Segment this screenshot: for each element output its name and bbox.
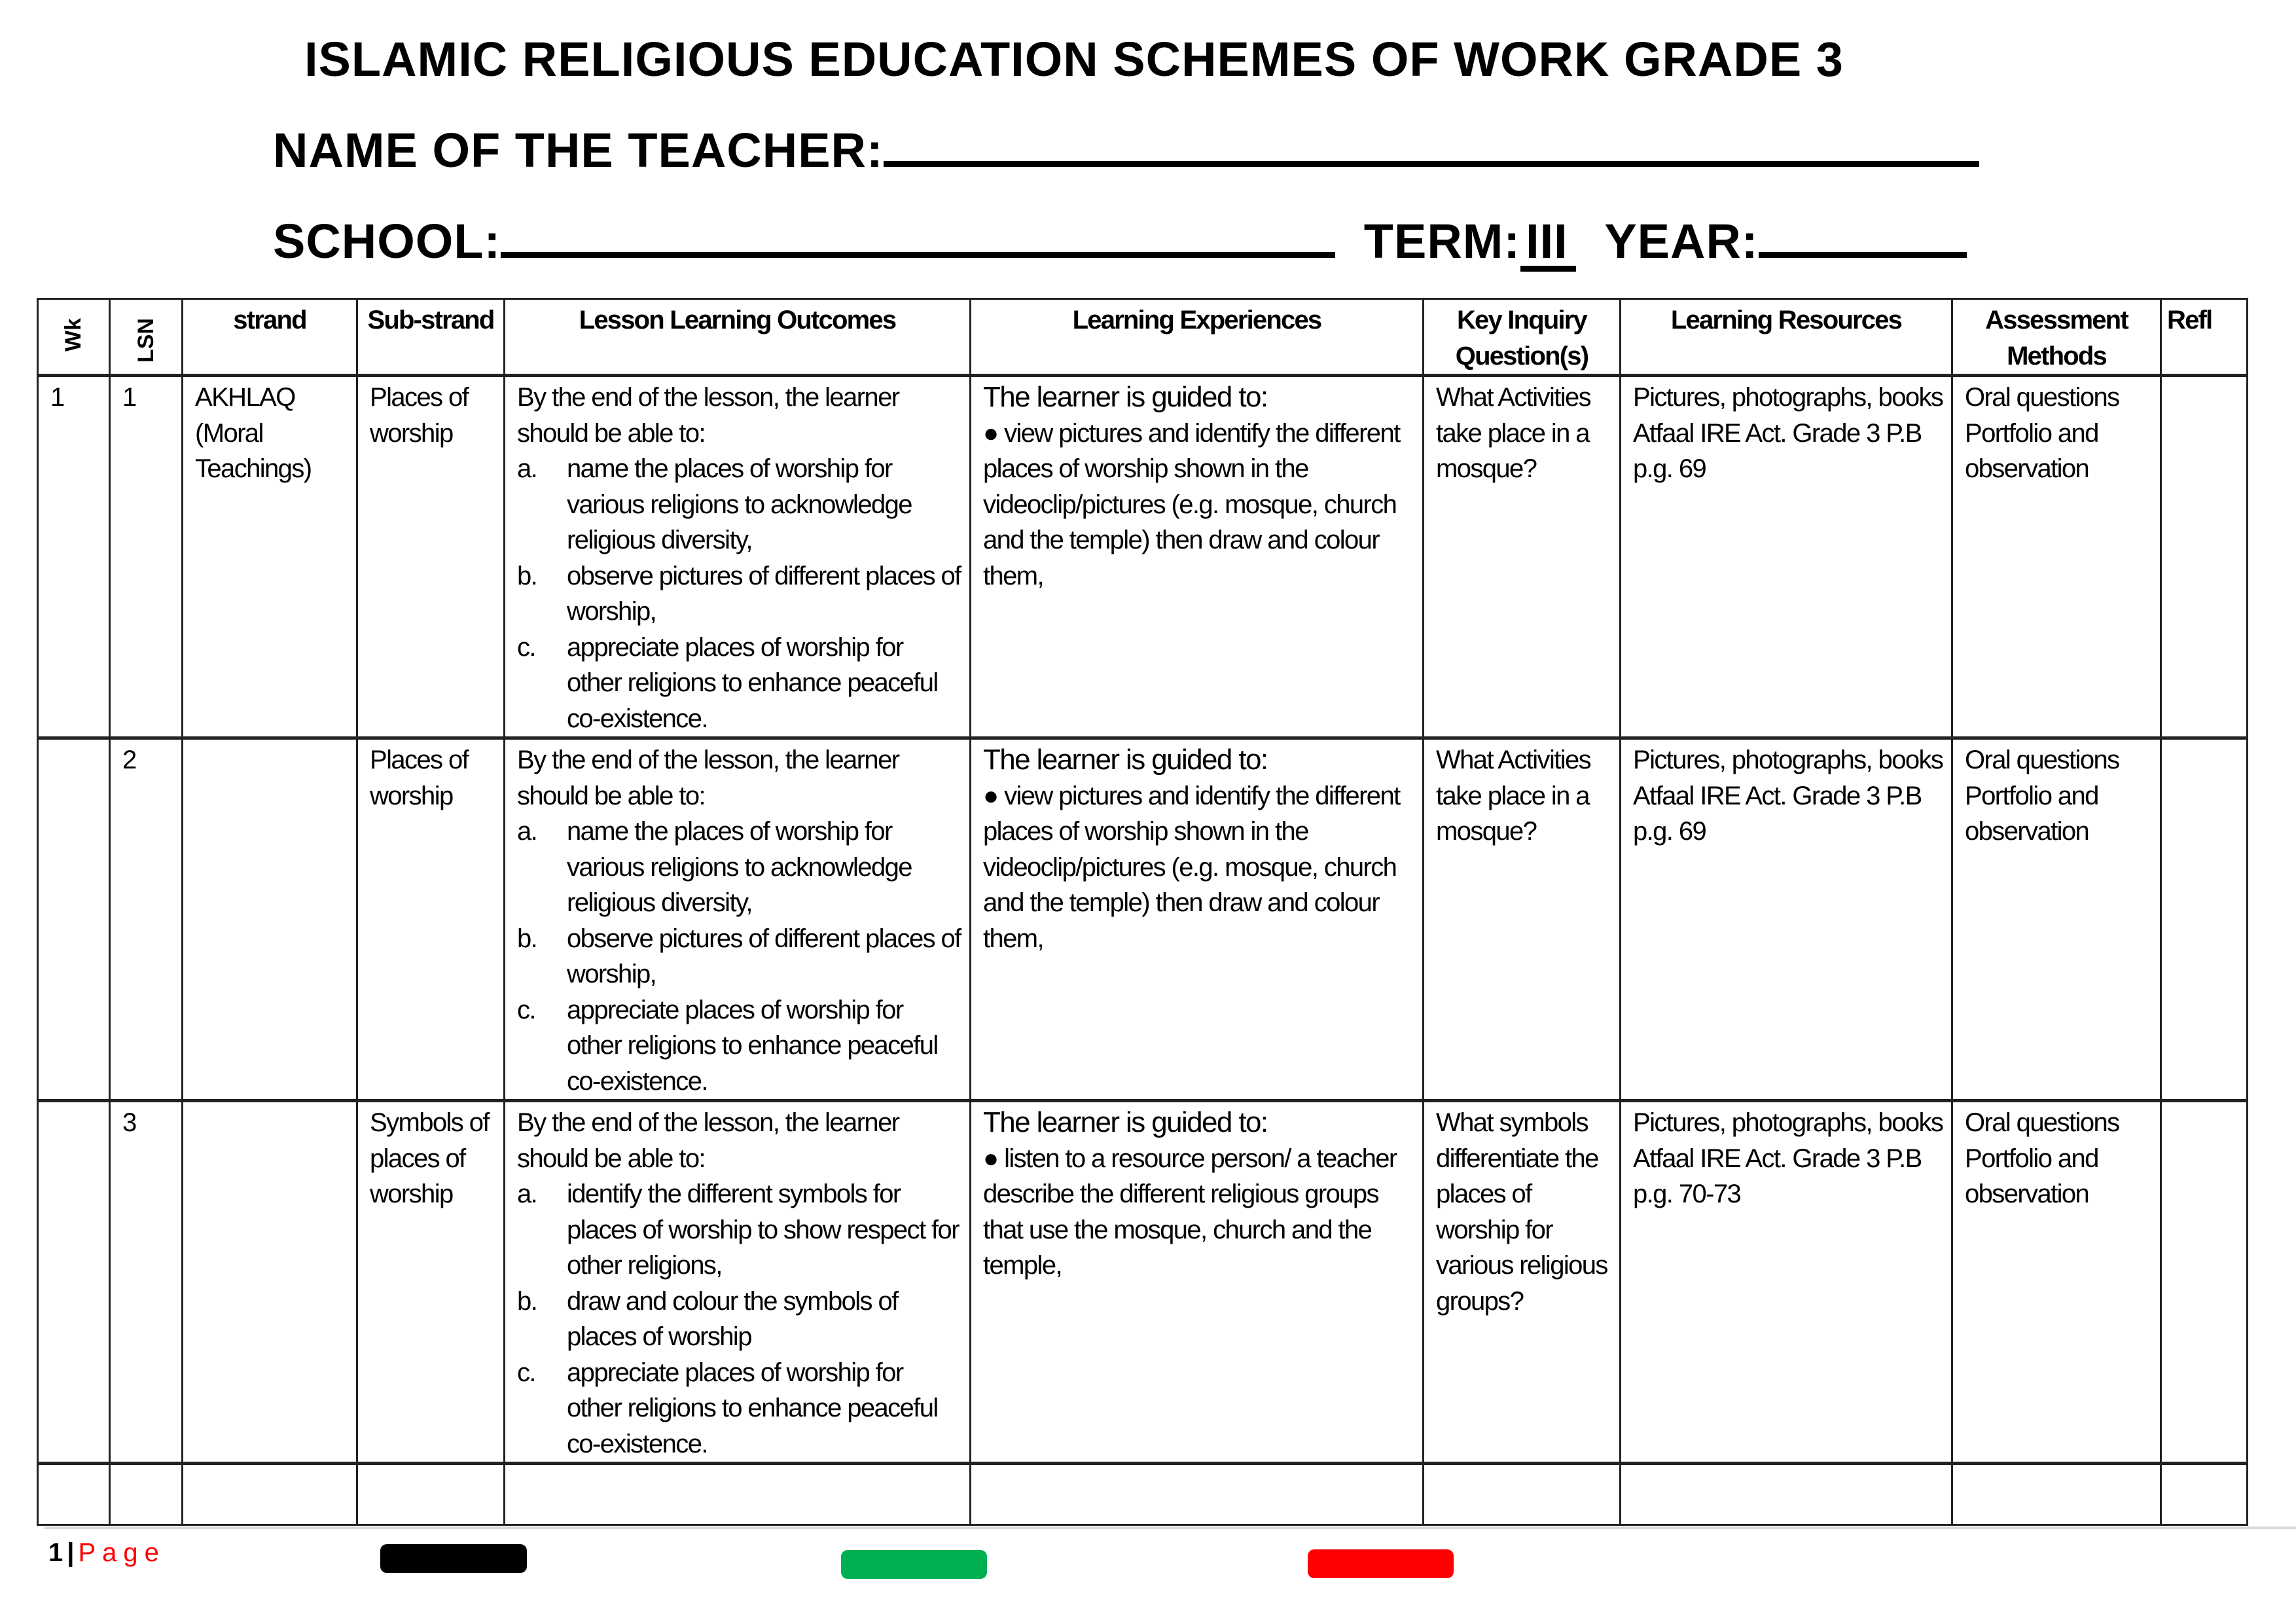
page-number-value: 1 — [48, 1538, 63, 1567]
outcome-item: a. identify the different symbols for places of worship to show respect for other religions, — [517, 1180, 959, 1280]
outcomes-intro: By the end of the lesson, the learner should be able to: — [517, 1108, 899, 1173]
outcomes-list — [517, 814, 963, 1099]
outcome-item: b. draw and colour the symbols of places of worship — [517, 1286, 898, 1351]
term-field[interactable]: III — [1520, 217, 1576, 272]
assessment-cell: Oral questions Portfolio and observation — [1952, 376, 2161, 738]
outcomes-intro: By the end of the lesson, the learner should be able to: — [517, 746, 899, 810]
assessment-cell: Oral questions Portfolio and observation — [1952, 738, 2161, 1101]
lesson-cell: 3 — [110, 1101, 183, 1464]
outcomes-cell — [505, 376, 971, 738]
outcome-item: c. appreciate places of worship for other religions to enhance peaceful co-existence. — [517, 995, 938, 1096]
school-term-year-line — [273, 214, 1967, 272]
table-header-row — [38, 299, 2248, 376]
experiences-cell — [971, 1101, 1424, 1464]
sub-strand-cell: Places of worship — [357, 738, 505, 1101]
column-header-reflection: Refl — [2161, 299, 2248, 376]
empty-cell[interactable] — [183, 1464, 357, 1525]
black-color-bar — [380, 1544, 527, 1573]
column-header-resources: Learning Resources — [1621, 299, 1952, 376]
empty-cell[interactable] — [505, 1464, 971, 1525]
outcome-item: b. observe pictures of different places of worship, — [517, 924, 961, 988]
week-cell — [38, 738, 110, 1101]
key-inquiry-cell: What Activities take place in a mosque? — [1424, 738, 1621, 1101]
experiences-cell — [971, 738, 1424, 1101]
resources-cell: Pictures, photographs, books Atfaal IRE Act. Grade 3 P.B p.g. 70-73 — [1621, 1101, 1952, 1464]
table-row-empty — [38, 1464, 2248, 1525]
teacher-name-line — [273, 123, 1979, 177]
outcomes-intro: By the end of the lesson, the learner should be able to: — [517, 383, 899, 448]
green-color-bar — [841, 1550, 987, 1579]
column-header-week: Wk — [38, 299, 110, 376]
outcome-item: c. appreciate places of worship for other religions to enhance peaceful co-existence. — [517, 632, 938, 733]
experiences-intro: The learner is guided to: — [983, 744, 1268, 776]
year-label: YEAR: — [1604, 214, 1759, 268]
column-header-assessment: Assessment Methods — [1952, 299, 2161, 376]
table-row — [38, 738, 2248, 1101]
school-field[interactable] — [501, 245, 1335, 258]
empty-cell[interactable] — [2161, 1464, 2248, 1525]
empty-cell[interactable] — [357, 1464, 505, 1525]
empty-cell[interactable] — [110, 1464, 183, 1525]
table-row — [38, 376, 2248, 738]
empty-cell[interactable] — [971, 1464, 1424, 1525]
experiences-text: ● view pictures and identify the different places of worship shown in the videoclip/pictures (e.g. mosque, church and the temple) then draw and colour them, — [983, 418, 1400, 590]
experiences-cell — [971, 376, 1424, 738]
empty-cell[interactable] — [1952, 1464, 2161, 1525]
outcome-item: a. name the places of worship for various religions to acknowledge religious diversity, — [517, 817, 912, 917]
lesson-cell: 2 — [110, 738, 183, 1101]
outcomes-cell — [505, 738, 971, 1101]
resources-cell: Pictures, photographs, books Atfaal IRE Act. Grade 3 P.B p.g. 69 — [1621, 738, 1952, 1101]
outcome-item: c. appreciate places of worship for other religions to enhance peaceful co-existence. — [517, 1358, 938, 1458]
strand-cell: AKHLAQ (Moral Teachings) — [183, 376, 357, 738]
page-separator: | — [67, 1538, 75, 1567]
teacher-name-field[interactable] — [884, 154, 1979, 167]
resources-cell: Pictures, photographs, books Atfaal IRE Act. Grade 3 P.B p.g. 69 — [1621, 376, 1952, 738]
outcome-item: a. name the places of worship for various religions to acknowledge religious diversity, — [517, 454, 912, 554]
red-color-bar — [1308, 1549, 1454, 1578]
column-header-sub-strand: Sub-strand — [357, 299, 505, 376]
page-number — [48, 1537, 166, 1568]
column-header-experiences: Learning Experiences — [971, 299, 1424, 376]
outcomes-list — [517, 451, 963, 736]
key-inquiry-cell: What Activities take place in a mosque? — [1424, 376, 1621, 738]
week-cell — [38, 1101, 110, 1464]
experiences-intro: The learner is guided to: — [983, 1106, 1268, 1138]
year-field[interactable] — [1759, 245, 1967, 258]
sub-strand-cell: Places of worship — [357, 376, 505, 738]
experiences-text: ● view pictures and identify the different places of worship shown in the videoclip/pictures (e.g. mosque, church and the temple) then draw and colour them, — [983, 781, 1400, 953]
reflection-cell[interactable] — [2161, 738, 2248, 1101]
empty-cell[interactable] — [1621, 1464, 1952, 1525]
document-title: ISLAMIC RELIGIOUS EDUCATION SCHEMES OF WORK GRADE 3 — [304, 32, 1844, 86]
experiences-intro: The learner is guided to: — [983, 381, 1268, 413]
column-header-outcomes: Lesson Learning Outcomes — [505, 299, 971, 376]
empty-cell[interactable] — [1424, 1464, 1621, 1525]
school-label: SCHOOL: — [273, 214, 501, 268]
outcomes-list — [517, 1176, 963, 1462]
strand-cell — [183, 738, 357, 1101]
column-header-key-inquiry: Key Inquiry Question(s) — [1424, 299, 1621, 376]
table-row — [38, 1101, 2248, 1464]
reflection-cell[interactable] — [2161, 376, 2248, 738]
outcome-item: b. observe pictures of different places of worship, — [517, 561, 961, 626]
reflection-cell[interactable] — [2161, 1101, 2248, 1464]
key-inquiry-cell: What symbols differentiate the places of worship for various religious groups? — [1424, 1101, 1621, 1464]
page-label: Page — [78, 1538, 166, 1567]
experiences-text: ● listen to a resource person/ a teacher describe the different religious groups that use the mosque, church and the temple, — [983, 1144, 1397, 1280]
week-cell: 1 — [38, 376, 110, 738]
footer-divider — [45, 1526, 2296, 1529]
term-label: TERM: — [1363, 214, 1521, 268]
assessment-cell: Oral questions Portfolio and observation — [1952, 1101, 2161, 1464]
outcomes-cell — [505, 1101, 971, 1464]
column-header-strand: strand — [183, 299, 357, 376]
empty-cell[interactable] — [38, 1464, 110, 1525]
strand-cell — [183, 1101, 357, 1464]
schemes-of-work-table — [37, 298, 2248, 1526]
teacher-name-label: NAME OF THE TEACHER: — [273, 123, 884, 177]
lesson-cell: 1 — [110, 376, 183, 738]
sub-strand-cell: Symbols of places of worship — [357, 1101, 505, 1464]
column-header-lesson: LSN — [110, 299, 183, 376]
